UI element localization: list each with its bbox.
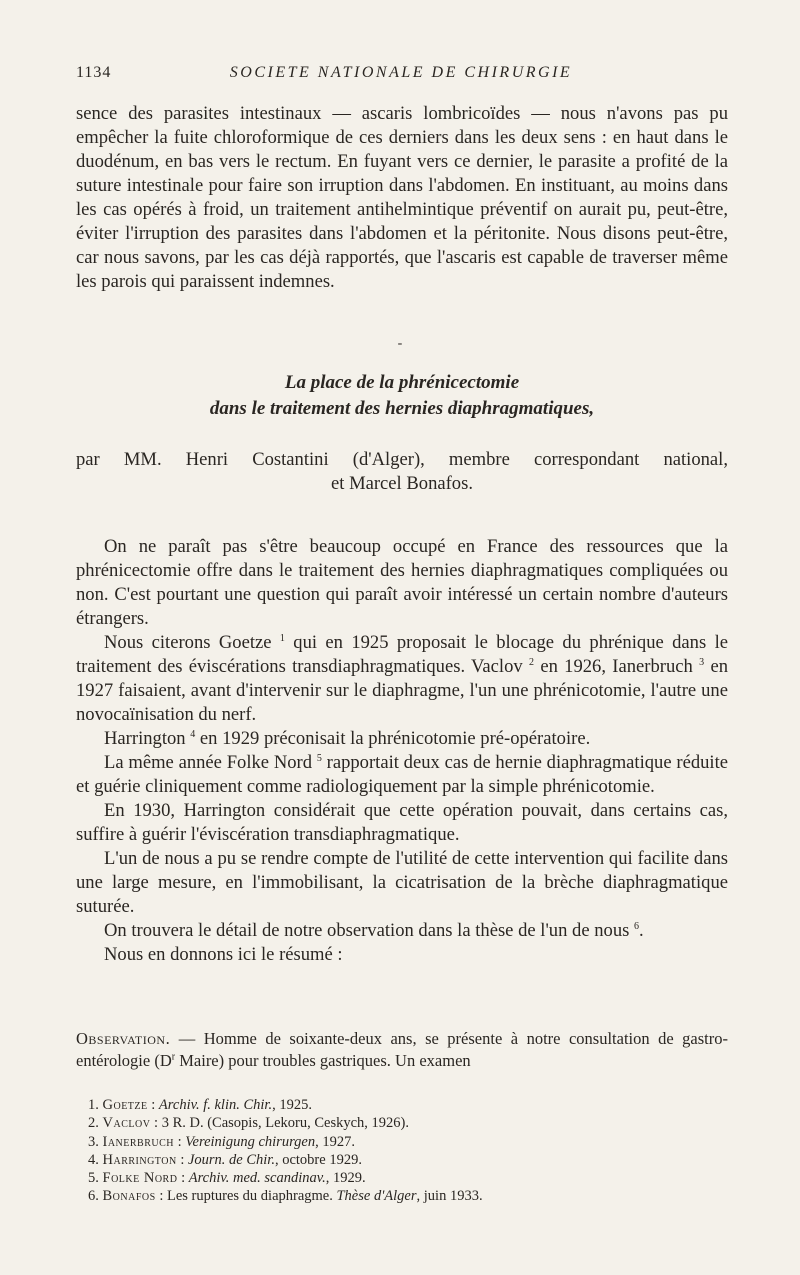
footnote-author: Bonafos <box>102 1188 156 1205</box>
text-run: . <box>639 920 644 941</box>
footnote-author: Folke Nord <box>102 1170 178 1187</box>
text-run: en 1927 faisaient, avant d'intervenir sur le diaphragme, l'un une phrénicotomie, l'autre une novocaïnisation du nerf. <box>76 656 729 725</box>
footnote-rest: , 1929. <box>325 1170 366 1187</box>
article-authors <box>76 448 728 496</box>
text-run: Nous citerons Goetze <box>104 632 272 653</box>
article-title-line-2: dans le traitement des hernies diaphragmatiques, <box>209 398 595 419</box>
text-run: qui en 1925 proposait le blocage du phrénique dans le traitement des éviscérations transdiaphragmatiques. Vaclov <box>76 632 728 677</box>
footnote-rest: 3 R. D. (Casopis, Lekoru, Ceskych, 1926). <box>161 1115 409 1132</box>
observation-text: Maire) pour troubles gastriques. Un examen <box>179 1051 471 1070</box>
footnote-separator: : <box>150 1115 162 1132</box>
footnote <box>88 1169 728 1187</box>
footnote-number: 6. <box>88 1188 99 1205</box>
footnote <box>88 1096 728 1114</box>
footnote-author: Vaclov <box>102 1115 151 1132</box>
footnote-number: 1. <box>88 1097 99 1113</box>
authors-line-2: et Marcel Bonafos. <box>331 473 473 494</box>
footnote-separator: : <box>174 1133 186 1150</box>
footnote-ref: 3 <box>699 656 705 668</box>
footnote-source: Archiv. f. klin. Chir. <box>158 1097 273 1113</box>
footnote <box>88 1187 728 1205</box>
footnote-source: Thèse d'Alger <box>336 1188 417 1205</box>
footnote-rest: , juin 1933. <box>416 1188 483 1205</box>
footnote-rest: , 1925. <box>272 1097 312 1113</box>
footnote-number: 4. <box>88 1151 99 1168</box>
intro-paragraph-block <box>76 102 728 294</box>
page-number: 1134 <box>76 64 112 81</box>
footnote <box>88 1114 728 1132</box>
article-body <box>76 535 728 967</box>
text-run: La même année Folke Nord <box>104 752 313 773</box>
body-paragraph: Nous en donnons ici le résumé : <box>104 944 343 965</box>
footnote-author: Harrington <box>102 1151 177 1168</box>
body-paragraph <box>76 631 728 727</box>
intro-paragraph: sence des parasites intestinaux — ascaris lombricoïdes — nous n'avons pas pu empêcher la fuite chloroformique de ces derniers dans les deux sens : en haut dans le duodénum, en bas vers le rectum. En fuyant vers ce dernier, le parasite a profité de la suture intestinale pour faire son irruption dans l'abdomen. En instituant, au moins dans les cas opérés à froid, un traitement antihelmintique préventif on aurait pu, peut-être, éviter l'irruption des parasites dans l'abdomen et la péritonite. Nous disons peut-être, car nous savons, par les cas déjà rapportés, que l'ascaris est capable de traverser même les parois qui paraissent indemnes. <box>76 103 728 292</box>
text-run: Harrington <box>104 728 186 749</box>
footnote-number: 5. <box>88 1170 99 1187</box>
footnote-separator: : <box>147 1097 159 1113</box>
footnote-number: 2. <box>88 1115 99 1132</box>
text-run: rapportait deux cas de hernie diaphragmatique réduite et guérie cliniquement comme radiologiquement par la simple phrénicotomie. <box>76 752 728 797</box>
body-paragraph <box>76 727 728 751</box>
footnote-rest: , 1927. <box>315 1133 355 1150</box>
body-paragraph <box>76 751 728 799</box>
article-title-line-1: La place de la phrénicectomie <box>284 372 520 393</box>
footnote-separator: : Les ruptures du diaphragme. <box>155 1188 337 1205</box>
observation-label: Observation. <box>76 1029 171 1048</box>
section-separator: - <box>397 336 403 351</box>
text-run: en 1929 préconisait la phrénicotomie pré-opératoire. <box>199 728 591 749</box>
page-header <box>76 64 726 88</box>
footnote-source: Journ. de Chir. <box>187 1151 275 1168</box>
footnote-ref: 6 <box>634 920 640 932</box>
footnote-source: Archiv. med. scandinav. <box>188 1170 326 1187</box>
footnote <box>88 1133 728 1151</box>
footnote-ref: 1 <box>279 632 285 644</box>
body-paragraph <box>76 919 728 943</box>
footnote-rest: , octobre 1929. <box>274 1151 362 1168</box>
body-paragraph: L'un de nous a pu se rendre compte de l'utilité de cette intervention qui facilite dans une large mesure, en l'immobilisant, la cicatrisation de la brèche diaphragmatique suturée. <box>76 848 728 917</box>
footnote-separator: : <box>176 1151 188 1168</box>
text-run: en 1926, Ianerbruch <box>540 656 693 677</box>
footnote-source: Vereinigung chirurgen <box>185 1133 316 1150</box>
footnote-separator: : <box>177 1170 189 1187</box>
text-run: On trouvera le détail de notre observation dans la thèse de l'un de nous <box>104 920 630 941</box>
body-paragraph: En 1930, Harrington considérait que cette opération pouvait, dans certains cas, suffire à guérir l'éviscération transdiaphragmatique. <box>76 800 728 845</box>
observation-text: — Homme de soixante-deux ans, se présente à notre consultation de gastro-entérologie (D <box>76 1029 728 1070</box>
footnotes <box>88 1096 728 1206</box>
footnote-author: Goetze <box>102 1097 148 1113</box>
article-title <box>76 370 728 422</box>
footnote <box>88 1151 728 1169</box>
footnote-number: 3. <box>88 1133 99 1150</box>
footnote-ref: 5 <box>316 752 322 764</box>
running-title: SOCIETE NATIONALE DE CHIRURGIE <box>229 64 573 81</box>
body-paragraph: On ne paraît pas s'être beaucoup occupé en France des ressources que la phrénicectomie offre dans le traitement des hernies diaphragmatiques compliquées ou non. C'est pourtant une question qui paraît avoir intéressé un certain nombre d'auteurs étrangers. <box>76 536 728 629</box>
observation-paragraph <box>76 1028 728 1072</box>
superscript-r: r <box>171 1051 176 1063</box>
footnote-author: Ianerbruch <box>102 1133 175 1150</box>
authors-line-1: par MM. Henri Costantini (d'Alger), membre correspondant national, <box>76 449 728 470</box>
footnote-ref: 4 <box>190 728 196 740</box>
footnote-ref: 2 <box>529 656 534 668</box>
